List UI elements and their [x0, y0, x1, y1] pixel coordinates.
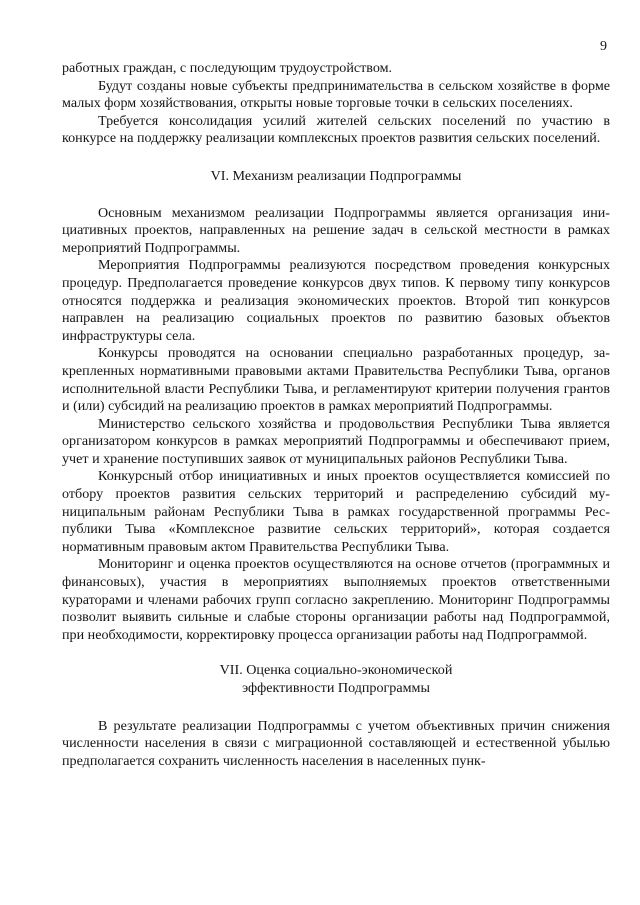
section-heading-vii-line-2: эффективности Подпрограммы	[242, 680, 430, 696]
spacer	[62, 186, 610, 205]
section-heading-vii-line-1: VII. Оценка социально-экономической	[219, 662, 453, 679]
spacer	[62, 148, 610, 168]
paragraph-results: В результате реализации Подпрограммы с учетом объективных причин снижения численности населения в связи с миграционной составляющей и естественной убылью предполагается сохранить численность населения в населенных пунк-	[62, 717, 610, 769]
page-text	[62, 60, 610, 770]
paragraph-new-entities: Будут созданы новые субъекты предпринимательства в сельском хозяйстве в форме малых форм хозяйствования, открыты новые торговые точки в сельских поселениях.	[62, 77, 610, 112]
section-heading-vi: VI. Механизм реализации Подпрограммы	[210, 167, 462, 184]
paragraph-monitoring: Мониторинг и оценка проектов осуществляются на основе отчетов (программных и финансовых), участия в мероприятиях выполняемых проектов ответственными кураторами и членами рабочих групп согласно закреплению. Мониторинг Подпрограммы позволит выявить сильные и слабые стороны организации работы над Подпрограммой, при необходимости, корректировку процесса организации работы над Подпрограммой.	[62, 556, 610, 643]
paragraph-continuation: работных граждан, с последующим трудоустройством.	[62, 60, 393, 76]
spacer	[62, 698, 610, 718]
page-number: 9	[600, 39, 607, 54]
paragraph-selection-commission: Конкурсный отбор инициативных и иных проектов осуществляется комиссией по отбору проектов развития сельских территорий и распределению субсидий муниципальным районам Республики Тыва в рамках государственной программы Республики Тыва «Комплексное развитие сельских территорий», которая создается нормативным правовым актом Правительства Республики Тыва.	[62, 468, 610, 555]
spacer	[62, 644, 610, 662]
paragraph-competitions-types: Мероприятия Подпрограммы реализуются посредством проведения конкурсных процедур. Предполагается проведение конкурсов двух типов. К первому типу конкурсов относятся поддержка и реализация экономических проектов. Второй тип конкурсов направлен на реализацию социальных проектов по развитию базовых объектов инфраструктуры села.	[62, 257, 610, 344]
paragraph-main-mechanism: Основным механизмом реализации Подпрограммы является организация инициативных проектов, направленных на решение задач в сельской местности в рамках мероприятий Подпрограммы.	[62, 204, 610, 256]
paragraph-ministry: Министерство сельского хозяйства и продовольствия Республики Тыва является организатором конкурсов в рамках мероприятий Подпрограммы и обеспечивают прием, учет и хранение поступивших заявок от муниципальных районов Республики Тыва.	[62, 415, 610, 467]
paragraph-consolidation: Требуется консолидация усилий жителей сельских поселений по участию в конкурсе на поддержку реализации комплексных проектов развития сельских поселений.	[62, 112, 610, 147]
paragraph-competition-basis: Конкурсы проводятся на основании специально разработанных процедур, закрепленных нормативными правовыми актами Правительства Республики Тыва, органов исполнительной власти Республики Тыва, и регламентируют критерии получения грантов и (или) субсидий на реализацию проектов в рамках мероприятий Подпрограммы.	[62, 345, 610, 415]
